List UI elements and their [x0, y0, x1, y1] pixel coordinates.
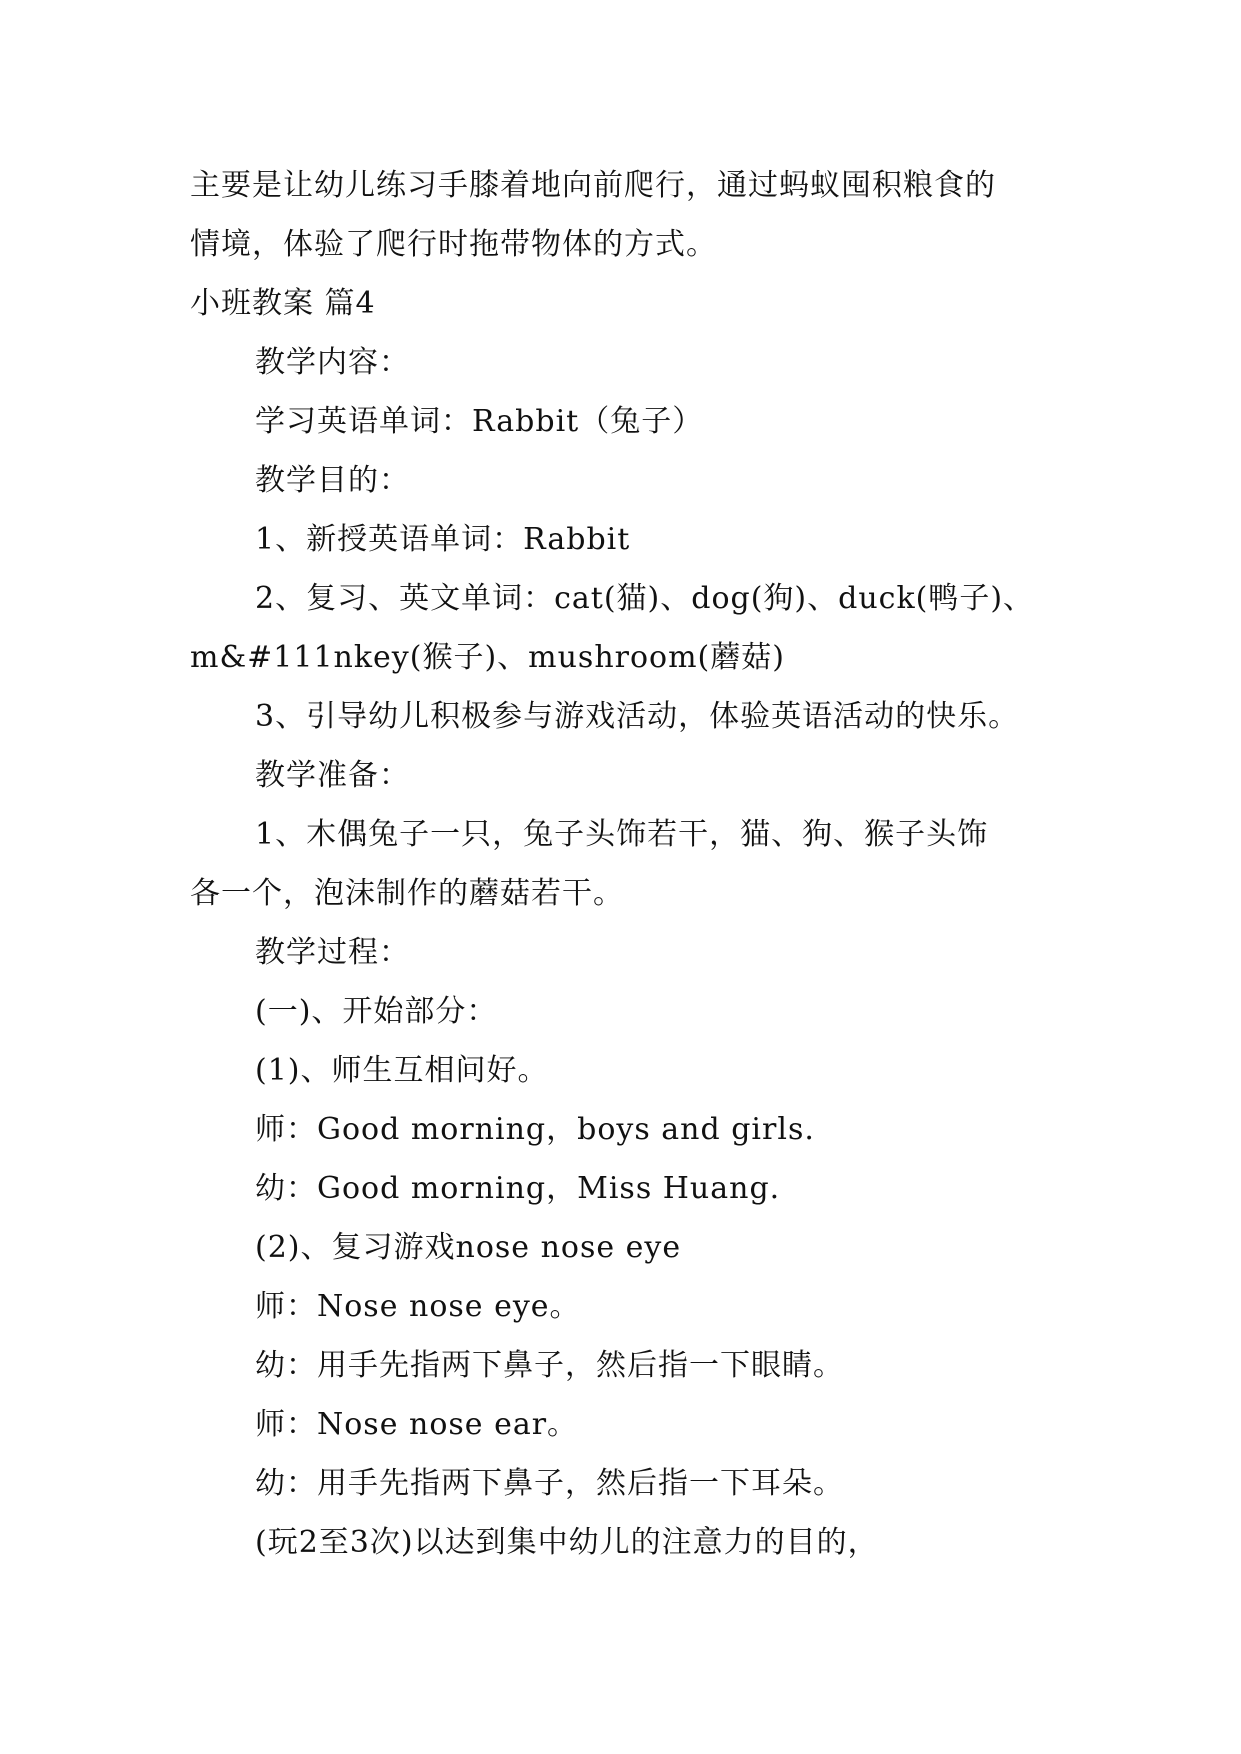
text-line: 学习英语单词：Rabbit（兔子）: [255, 404, 704, 439]
section-heading: 小班教案 篇4: [190, 286, 376, 321]
text-line: 教学内容：: [255, 345, 410, 380]
text-line: 教学目的：: [255, 463, 410, 498]
text-line: 师：Nose nose ear。: [255, 1407, 579, 1442]
text-line: 教学过程：: [255, 935, 410, 970]
text-line: 教学准备：: [255, 758, 410, 793]
text-line: (2)、复习游戏nose nose eye: [255, 1230, 682, 1265]
text-line: 主要是让幼儿练习手膝着地向前爬行，通过蚂蚁囤积粮食的: [190, 168, 996, 203]
text-line: 师：Good morning，boys and girls.: [255, 1112, 815, 1147]
text-line: m&#111nkey(猴子)、mushroom(蘑菇): [190, 640, 785, 675]
text-line: 师：Nose nose eye。: [255, 1289, 581, 1324]
text-line: 2、复习、英文单词：cat(猫)、dog(狗)、duck(鸭子)、: [255, 581, 1035, 616]
text-line: 各一个，泡沫制作的蘑菇若干。: [190, 876, 624, 911]
text-line: 1、木偶兔子一只，兔子头饰若干，猫、狗、猴子头饰: [255, 817, 989, 852]
text-line: (玩2至3次)以达到集中幼儿的注意力的目的，: [255, 1525, 879, 1560]
text-line: 3、引导幼儿积极参与游戏活动，体验英语活动的快乐。: [255, 699, 1020, 734]
text-line: 幼：用手先指两下鼻子，然后指一下耳朵。: [255, 1466, 844, 1501]
text-line: (1)、师生互相问好。: [255, 1053, 549, 1088]
text-line: 幼：用手先指两下鼻子，然后指一下眼睛。: [255, 1348, 844, 1383]
text-line: 1、新授英语单词：Rabbit: [255, 522, 631, 557]
text-line: 情境，体验了爬行时拖带物体的方式。: [190, 227, 717, 262]
text-line: 幼：Good morning，Miss Huang.: [255, 1171, 781, 1206]
text-line: (一)、开始部分：: [255, 994, 498, 1029]
